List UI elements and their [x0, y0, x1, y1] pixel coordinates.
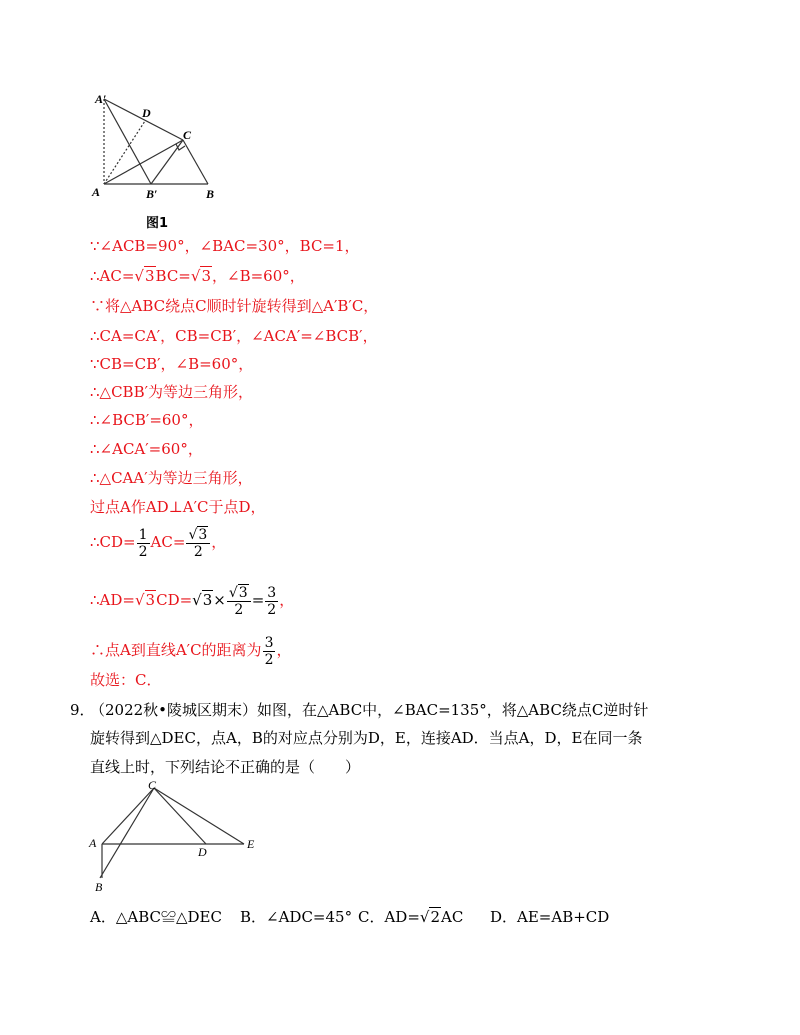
text: BC= — [155, 267, 191, 285]
denominator: 2 — [138, 543, 148, 560]
fig1-label-c: C — [183, 128, 192, 142]
text: ，∠B=60°， — [212, 267, 305, 285]
fraction-3-over-2 — [263, 635, 276, 668]
fraction-half — [137, 527, 150, 560]
solution-line-7: ∴∠BCB′=60°， — [90, 411, 204, 429]
denominator: 2 — [193, 543, 203, 560]
numerator: 1 — [138, 526, 148, 543]
radicand: 3 — [202, 591, 213, 609]
text: ， — [211, 533, 227, 551]
option-a[interactable]: A．△ABC≌△DEC — [90, 908, 222, 926]
q9-label-c: C — [148, 778, 157, 792]
radicand: 3 — [238, 584, 248, 601]
fig1-label-b-prime: B′ — [146, 187, 158, 201]
sqrt: √3 — [190, 267, 211, 285]
fraction-3-over-2 — [265, 585, 278, 618]
fraction-sqrt3-over-2: $\frac{√3}{2}$ — [186, 527, 210, 560]
sqrt: √3 — [134, 267, 155, 285]
solution-line-9: ∴△CAA′为等边三角形， — [90, 469, 253, 487]
q9-label-a: A — [89, 836, 97, 850]
option-c[interactable] — [358, 907, 463, 927]
fig1-caption: 图1 — [146, 216, 169, 231]
sqrt: √3 — [134, 591, 156, 609]
fraction-sqrt3-over-2: $\frac{√3}{2}$ — [227, 585, 251, 618]
radicand: 3 — [144, 267, 155, 285]
solution-line-13 — [90, 632, 292, 668]
text: CD= — [156, 591, 193, 609]
q9-label-e: E — [247, 837, 255, 851]
question-9-figure — [90, 778, 270, 898]
q9-label-b: B — [95, 880, 103, 894]
solution-answer: 故选：C． — [90, 671, 162, 689]
question-9-number: 9． — [70, 701, 95, 719]
radicand: 3 — [201, 267, 211, 285]
solution-line-12 — [90, 582, 294, 618]
option-d[interactable]: D．AE=AB+CD — [490, 908, 610, 926]
question-9-line-2: 旋转得到△DEC，点A，B的对应点分别为D，E，连接AD．当点A，D，E在同一条 — [90, 729, 643, 747]
sqrt: √3 — [192, 591, 213, 609]
solution-line-4: ∴CA=CA′，CB=CB′，∠ACA′=∠BCB′， — [90, 327, 378, 345]
numerator: 3 — [264, 634, 274, 651]
fig1-label-a: A — [92, 185, 101, 199]
numerator: 3 — [267, 584, 277, 601]
option-b[interactable]: B．∠ADC=45° — [240, 908, 353, 926]
text: AC= — [150, 533, 186, 551]
solution-line-10: 过点A作AD⊥A′C于点D， — [90, 498, 266, 516]
text: ， — [279, 591, 295, 609]
text: C．AD= — [358, 908, 420, 926]
text: AC — [441, 908, 464, 926]
sqrt: √2 — [419, 908, 441, 926]
question-9-line-3: 直线上时，下列结论不正确的是（ ） — [90, 758, 361, 776]
denominator: 2 — [264, 651, 274, 668]
text: ∴AC= — [90, 267, 135, 285]
solution-line-1: ∵∠ACB=90°，∠BAC=30°，BC=1， — [90, 237, 360, 255]
denominator: 2 — [234, 601, 244, 618]
equals-sign: = — [251, 591, 265, 609]
fig1-label-d: D — [142, 106, 151, 120]
fig1-label-b: B — [206, 187, 215, 201]
radicand: 2 — [430, 908, 441, 926]
text: ∴CD= — [90, 533, 136, 551]
text: ， — [276, 641, 292, 659]
solution-line-11 — [90, 524, 226, 560]
times-sign: × — [213, 591, 226, 609]
text: ∴AD= — [90, 591, 135, 609]
fig1-label-a-prime: A′ — [95, 92, 107, 106]
solution-line-6: ∴△CBB′为等边三角形， — [90, 383, 254, 401]
q9-label-d: D — [198, 845, 207, 859]
question-9-line-1: （2022秋•陵城区期末）如图，在△ABC中，∠BAC=135°，将△ABC绕点C逆时针 — [90, 701, 649, 719]
text: ∴点A到直线A′C的距离为 — [90, 641, 262, 659]
solution-line-3: ∵将△ABC绕点C顺时针旋转得到△A′B′C， — [90, 297, 379, 315]
solution-line-5: ∵CB=CB′，∠B=60°， — [90, 355, 254, 373]
radicand: 3 — [145, 591, 156, 609]
solution-line-2 — [90, 266, 305, 286]
denominator: 2 — [267, 601, 277, 618]
radicand: 3 — [198, 526, 208, 543]
solution-line-8: ∴∠ACA′=60°， — [90, 440, 203, 458]
